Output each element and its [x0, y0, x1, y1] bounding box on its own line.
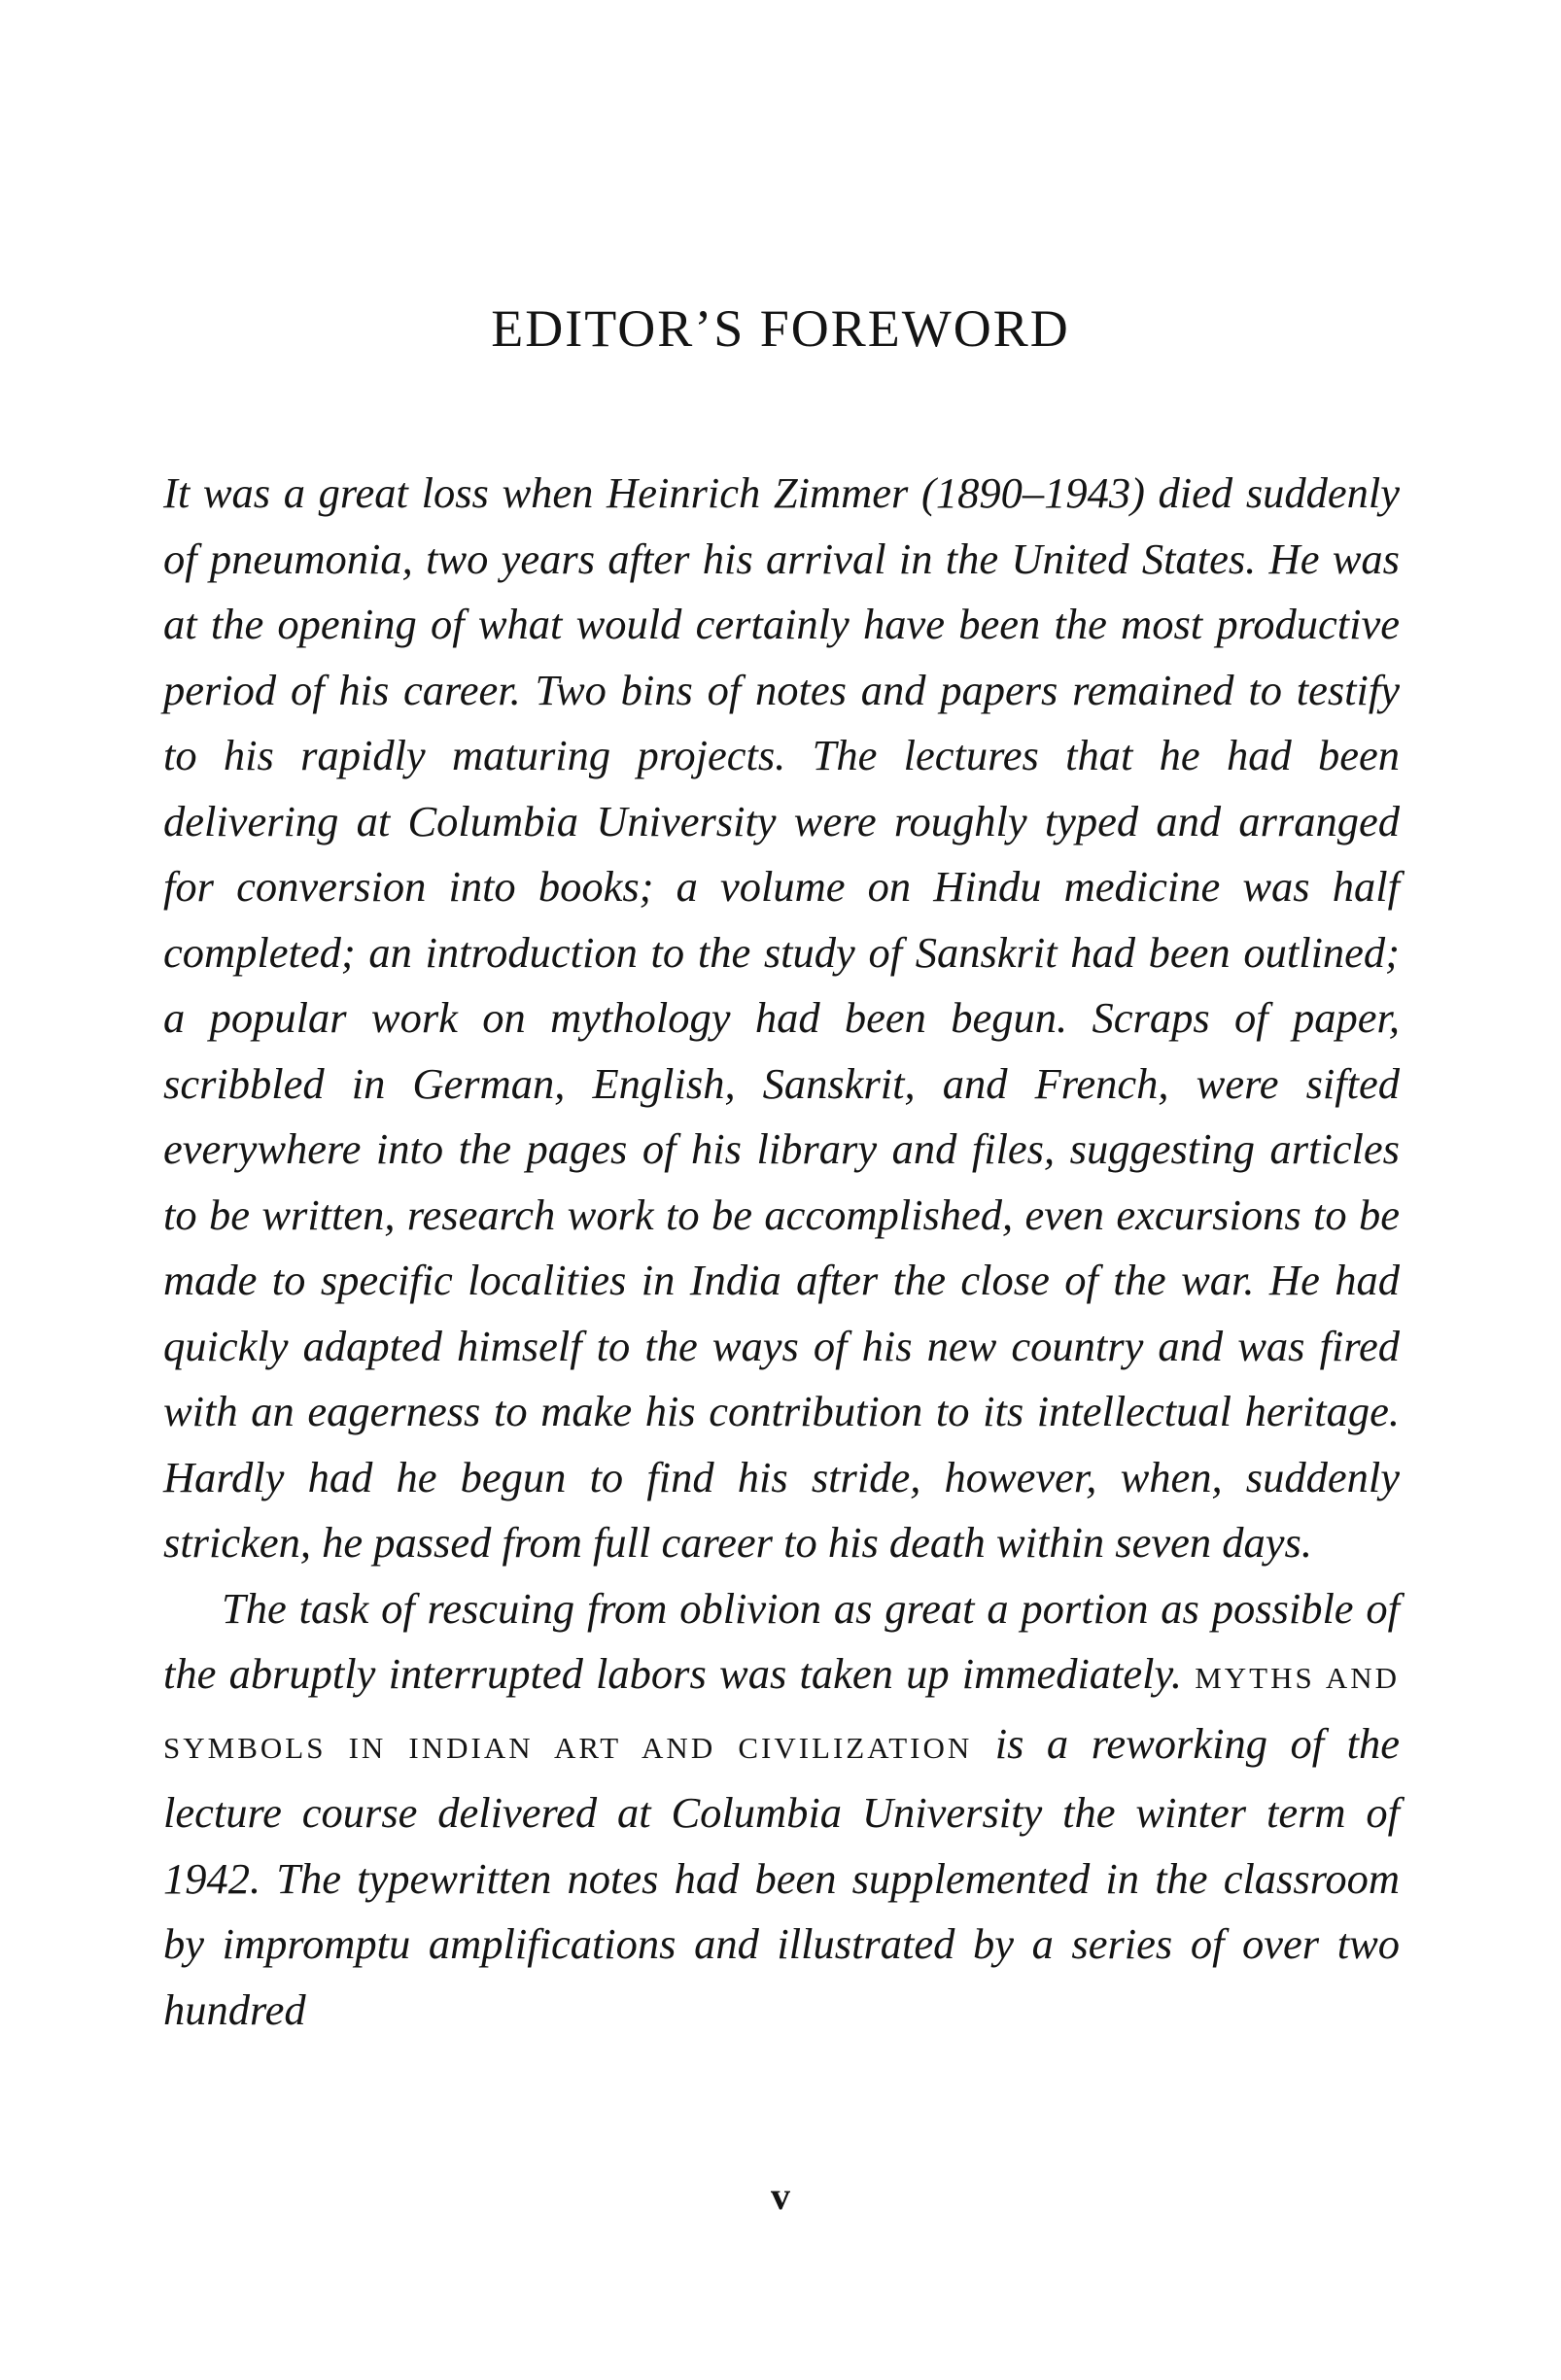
paragraph-2-text-before: The task of rescuing from oblivion as great a portion as possible of the abruptly interrupted labors was taken up immediately.: [163, 1583, 1400, 1698]
foreword-body: [163, 461, 1400, 2043]
paragraph-1: It was a great loss when Heinrich Zimmer (1890–1943) died suddenly of pneumonia, two years after his arrival in the United States. He was at the opening of what would certainly have been the most productive period of his career. Two bins of notes and papers remained to testify to his rapidly maturing projects. The lectures that he had been delivering at Columbia University were roughly typed and arranged for conversion into books; a volume on Hindu medicine was half completed; an introduction to the study of Sanskrit had been outlined; a popular work on mythology had been begun. Scraps of paper, scribbled in German, English, Sanskrit, and French, were sifted everywhere into the pages of his library and files, suggesting articles to be written, research work to be accomplished, even excursions to be made to specific localities in India after the close of the war. He had quickly adapted himself to the ways of his new country and was fired with an eagerness to make his contribution to its intellectual heritage. Hardly had he begun to find his stride, however, when, suddenly stricken, he passed from full career to his death within seven days.: [163, 468, 1400, 1567]
page-title: EDITOR’S FOREWORD: [491, 299, 1070, 358]
paragraph-2: [163, 1576, 1400, 2044]
page-number: v: [771, 2174, 790, 2218]
paragraph-2-text-after: is a reworking of the lecture course delivered at Columbia University the winter term of 1942. The typewritten notes had been supplemented in the classroom by impromptu amplifications and illustrated by a series of over two hundred: [163, 1718, 1400, 2034]
book-title: MYTHS AND SYMBOLS IN INDIAN ART AND CIVILIZATION: [163, 1661, 1401, 1765]
